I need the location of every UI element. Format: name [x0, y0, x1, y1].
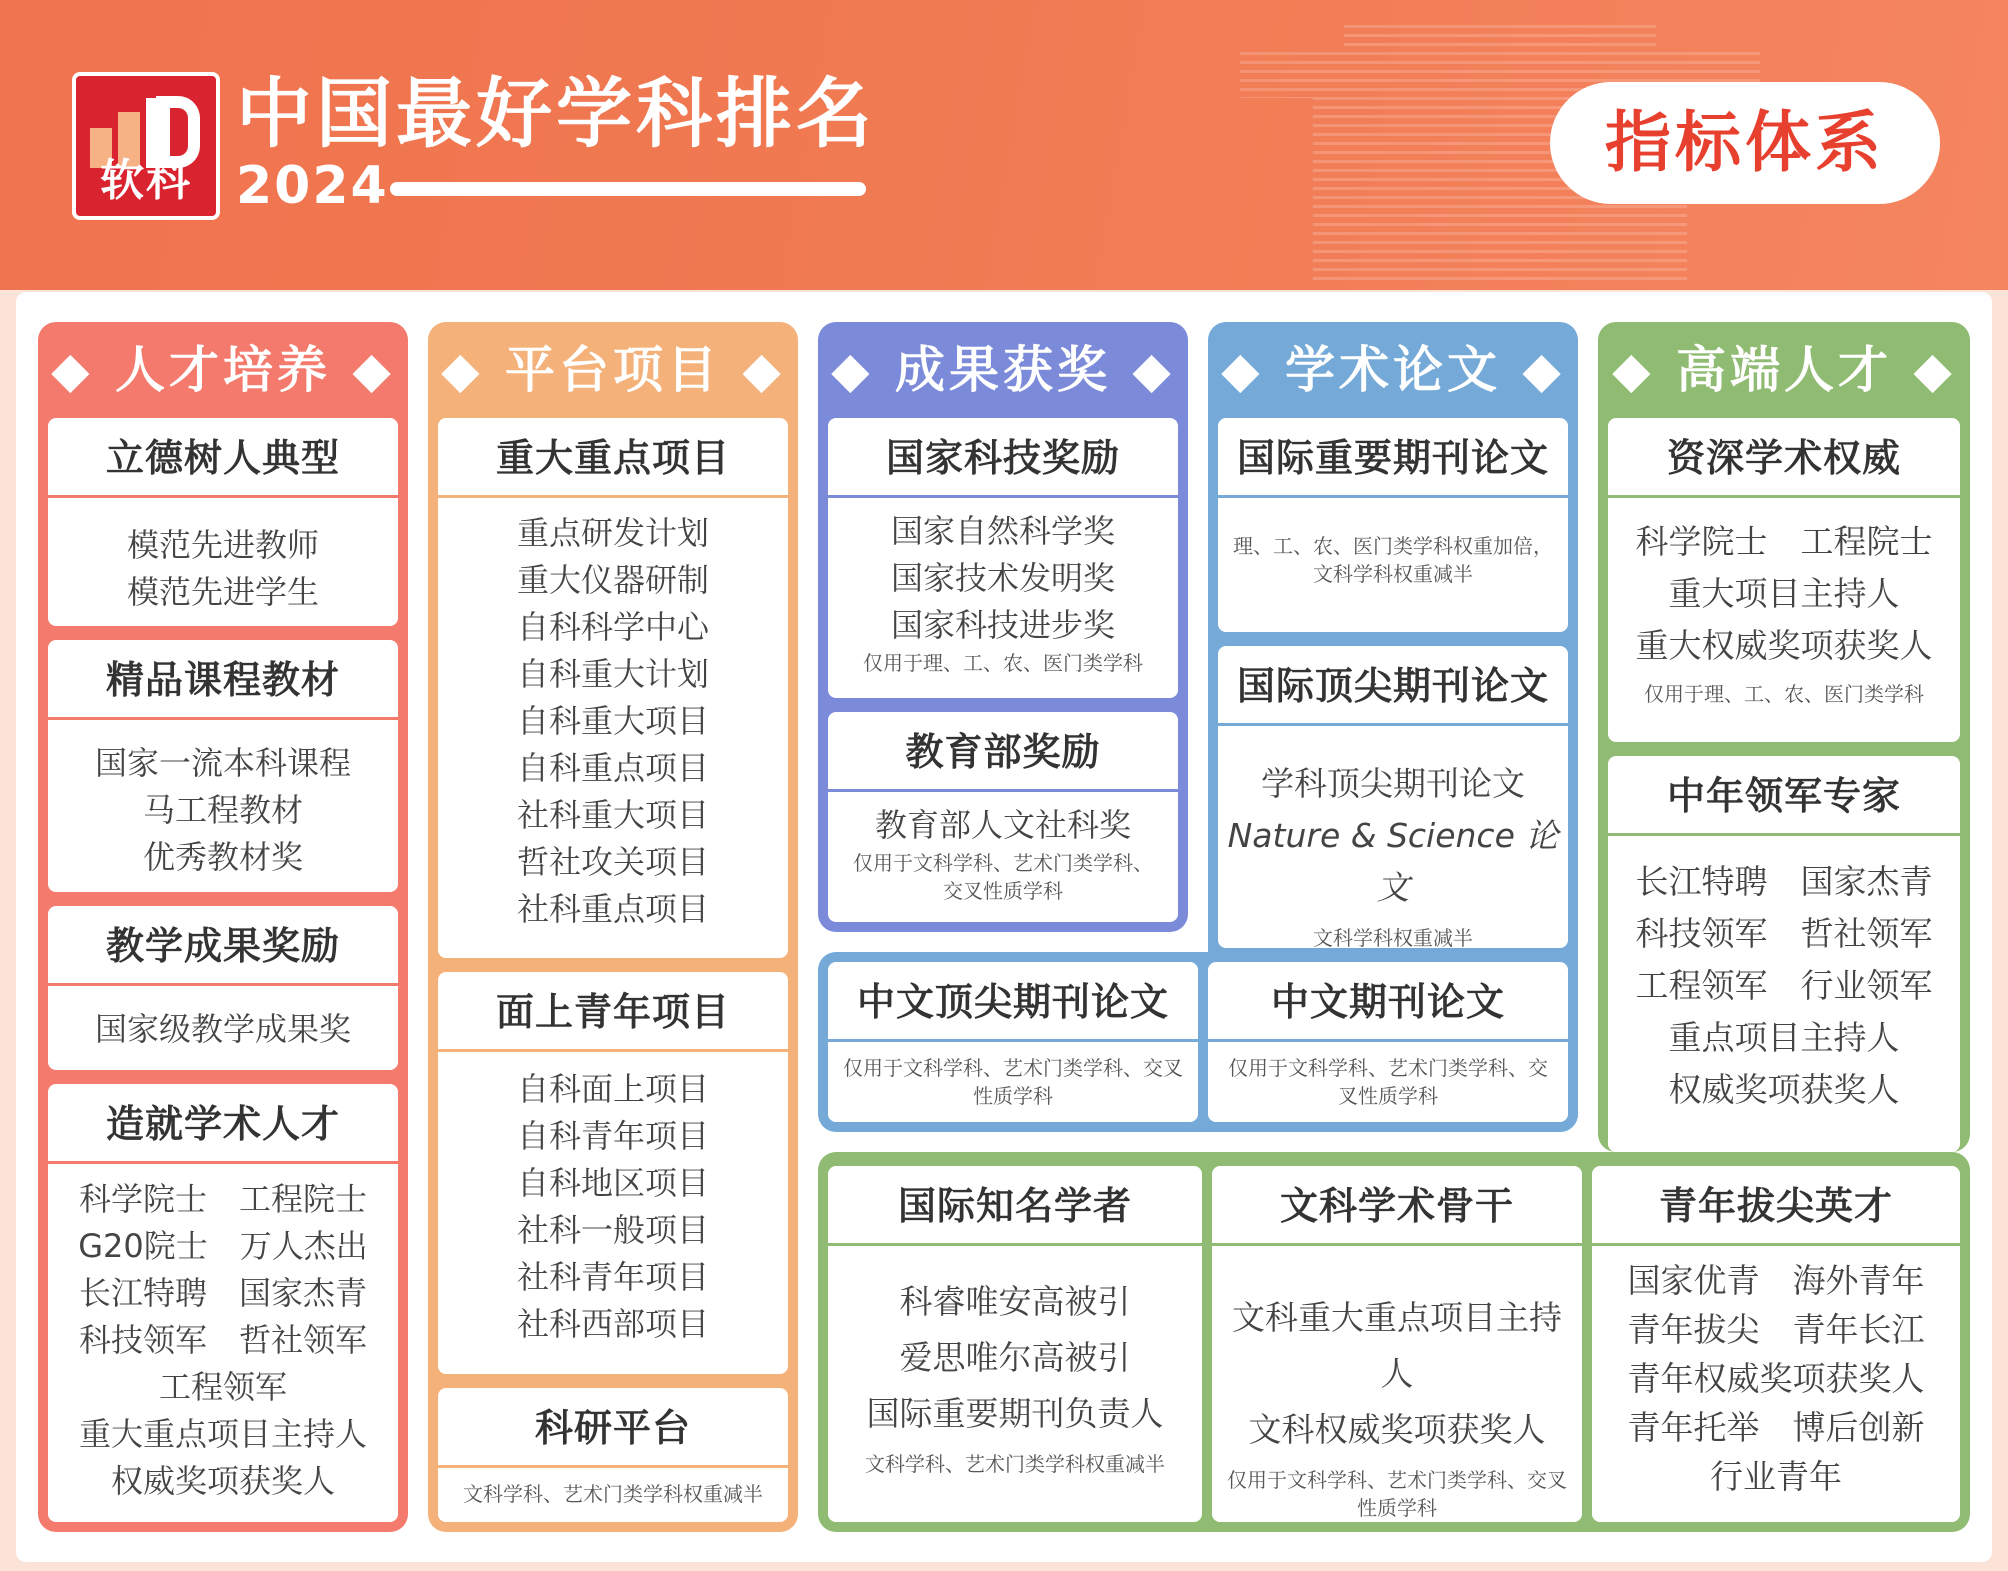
item: 自科科学中心 [516, 608, 709, 646]
scope-note: 仅用于理、工、农、医门类学科 [1644, 682, 1924, 706]
item: 权威奖项获奖人 [1668, 1070, 1900, 1109]
shanghai-ranking-logo [72, 72, 220, 220]
column-title: ◆ 平台项目 ◆ [441, 341, 785, 399]
box-title: 精品课程教材 [48, 640, 398, 720]
box-general-youth-projects [438, 972, 788, 1374]
item: 国家一流本科课程 [94, 744, 351, 782]
box-humanities-backbone [1212, 1166, 1582, 1522]
item: 社科青年项目 [516, 1258, 709, 1296]
item: 哲社攻关项目 [516, 843, 709, 881]
scope-note: 仅用于文科学科、艺术门类学科、交叉性质学科 [1227, 1468, 1567, 1520]
item: 国家级教学成果奖 [94, 1010, 351, 1048]
column-title: ◆ 人才培养 ◆ [51, 341, 395, 399]
item: 自科重大计划 [516, 655, 709, 693]
item: 自科面上项目 [516, 1070, 709, 1108]
scope-note: 仅用于文科学科、艺术门类学科、交叉性质学科 [853, 851, 1153, 903]
box-title: 教育部奖励 [828, 712, 1178, 792]
item: 重大权威奖项获奖人 [1635, 626, 1933, 665]
item: Nature & Science 论文 [1227, 816, 1559, 907]
item: 社科西部项目 [516, 1305, 709, 1343]
item: 科学院士 工程院士 [78, 1180, 367, 1218]
item: 教育部人文社科奖 [874, 806, 1131, 844]
scope-note: 仅用于理、工、农、医门类学科 [863, 651, 1143, 675]
item: 自科重点项目 [516, 749, 709, 787]
box-title: 重大重点项目 [438, 418, 788, 498]
item: 自科青年项目 [516, 1117, 709, 1155]
box-young-talents [1592, 1166, 1960, 1522]
item: 工程领军 行业领军 [1635, 966, 1933, 1005]
box-title: 中文期刊论文 [1208, 962, 1568, 1042]
column-title: ◆ 高端人才 ◆ [1612, 341, 1956, 399]
item: 长江特聘 国家杰青 [1635, 862, 1933, 901]
box-major-key-projects [438, 418, 788, 958]
box-intl-important-journals [1218, 418, 1568, 632]
weight-note: 文科学科、艺术门类学科权重减半 [865, 1452, 1165, 1476]
column-achievement-awards [818, 322, 1188, 932]
box-title: 教学成果奖励 [48, 906, 398, 986]
column-title: ◆ 学术论文 ◆ [1221, 341, 1565, 399]
box-title: 国际重要期刊论文 [1218, 418, 1568, 498]
item: 重点研发计划 [516, 514, 709, 552]
item: 学科顶尖期刊论文 [1261, 764, 1525, 803]
item: 文科权威奖项获奖人 [1248, 1410, 1546, 1449]
item: 国际重要期刊负责人 [866, 1394, 1164, 1433]
box-title: 中年领军专家 [1608, 756, 1960, 836]
item: G20院士 万人杰出 [78, 1227, 368, 1265]
item: 马工程教材 [142, 791, 303, 829]
box-academic-talents [48, 1084, 398, 1522]
box-title: 中文顶尖期刊论文 [828, 962, 1198, 1042]
item: 社科重点项目 [516, 890, 709, 928]
box-national-sci-tech-awards [828, 418, 1178, 698]
box-title: 面上青年项目 [438, 972, 788, 1052]
row-chinese-papers [818, 952, 1578, 1132]
box-midcareer-leaders [1608, 756, 1960, 1152]
title-underline [390, 182, 866, 196]
item: 科睿唯安高被引 [899, 1282, 1131, 1321]
box-cn-journals [1208, 962, 1568, 1122]
box-title: 国家科技奖励 [828, 418, 1178, 498]
item: 科技领军 哲社领军 [78, 1321, 367, 1359]
box-intl-top-journals [1218, 646, 1568, 948]
item: 科技领军 哲社领军 [1635, 914, 1933, 953]
item: 科学院士 工程院士 [1635, 522, 1933, 561]
weight-note: 文科学科、艺术门类学科权重减半 [463, 1482, 763, 1506]
item: 工程领军 [158, 1368, 287, 1406]
item: 社科重大项目 [516, 796, 709, 834]
box-title: 青年拔尖英才 [1592, 1166, 1960, 1246]
item: 重大仪器研制 [516, 561, 709, 599]
box-title: 国际知名学者 [828, 1166, 1202, 1246]
box-title: 国际顶尖期刊论文 [1218, 646, 1568, 726]
box-research-platform [438, 1388, 788, 1522]
box-title: 文科学术骨干 [1212, 1166, 1582, 1246]
item: 国家科技进步奖 [890, 606, 1115, 644]
item: 优秀教材奖 [142, 838, 303, 876]
item: 国家优青 海外青年 [1627, 1261, 1925, 1300]
item: 爱思唯尔高被引 [899, 1338, 1131, 1377]
item: 模范先进学生 [126, 573, 319, 611]
item: 青年拔尖 青年长江 [1627, 1310, 1925, 1349]
box-title: 立德树人典型 [48, 418, 398, 498]
weight-note: 文科学科权重减半 [1313, 926, 1473, 948]
item: 青年托举 博后创新 [1627, 1408, 1925, 1447]
box-moe-awards [828, 712, 1178, 922]
item: 行业青年 [1710, 1457, 1842, 1496]
box-teaching-awards [48, 906, 398, 1070]
box-title: 造就学术人才 [48, 1084, 398, 1164]
item: 青年权威奖项获奖人 [1627, 1359, 1925, 1398]
year-label: 2024 [236, 156, 389, 216]
box-senior-authorities [1608, 418, 1960, 742]
page-title: 中国最好学科排名 [236, 69, 876, 158]
box-cn-top-journals [828, 962, 1198, 1122]
indicator-system-badge: 指标体系 [1550, 82, 1940, 204]
row-bottom-talents [818, 1152, 1970, 1532]
box-moral-models [48, 418, 398, 626]
item: 模范先进教师 [126, 526, 319, 564]
item: 自科地区项目 [516, 1164, 709, 1202]
box-intl-renowned-scholars [828, 1166, 1202, 1522]
column-elite-talents [1598, 322, 1970, 1152]
column-title: ◆ 成果获奖 ◆ [831, 341, 1175, 399]
column-talent-training [38, 322, 408, 1532]
logo-text: 软科 [100, 155, 192, 206]
header-banner [0, 0, 2008, 290]
scope-note: 仅用于文科学科、艺术门类学科、交叉性质学科 [843, 1056, 1183, 1108]
scope-note: 仅用于文科学科、艺术门类学科、交叉性质学科 [1228, 1056, 1548, 1108]
box-quality-courses [48, 640, 398, 892]
item: 重大重点项目主持人 [78, 1415, 367, 1453]
weight-note: 理、工、农、医门类学科权重加倍，文科学科权重减半 [1233, 534, 1553, 586]
item: 文科重大重点项目主持人 [1232, 1298, 1562, 1393]
box-title: 科研平台 [438, 1388, 788, 1468]
item: 长江特聘 国家杰青 [78, 1274, 367, 1312]
item: 重大项目主持人 [1668, 574, 1900, 613]
item: 自科重大项目 [516, 702, 709, 740]
column-platform-projects [428, 322, 798, 1532]
box-title: 资深学术权威 [1608, 418, 1960, 498]
item: 社科一般项目 [516, 1211, 709, 1249]
item: 国家自然科学奖 [890, 512, 1115, 550]
item: 权威奖项获奖人 [110, 1462, 335, 1500]
item: 国家技术发明奖 [890, 559, 1115, 597]
item: 重点项目主持人 [1668, 1018, 1900, 1057]
